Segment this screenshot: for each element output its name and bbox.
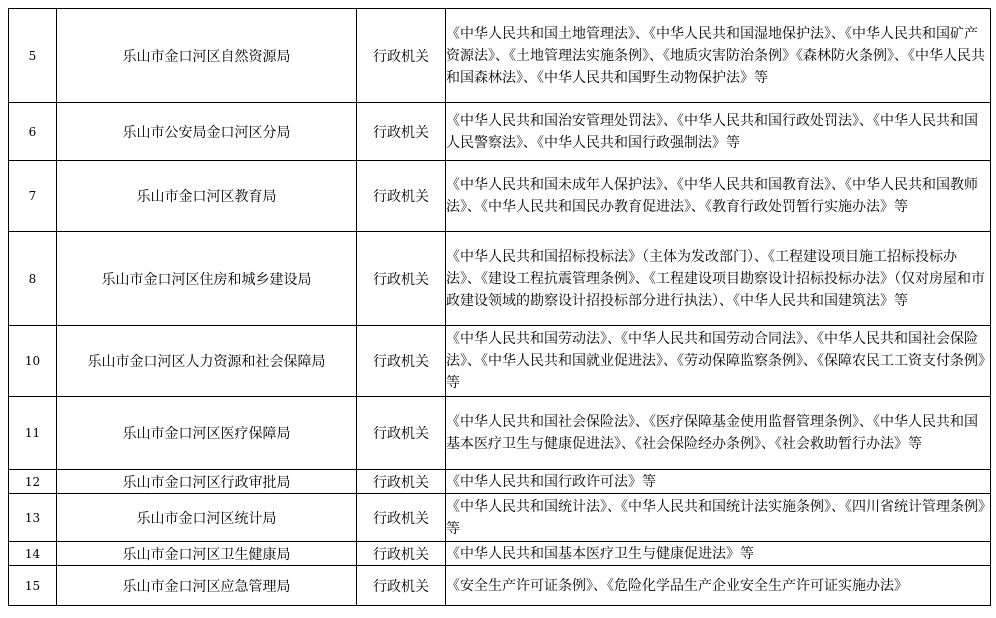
row-number: 11 (9, 397, 57, 470)
enforcement-laws: 《中华人民共和国治安管理处罚法》、《中华人民共和国行政处罚法》、《中华人民共和国人民警察法》、《中华人民共和国行政强制法》等 (446, 103, 991, 161)
agency-name: 乐山市金口河区住房和城乡建设局 (57, 232, 357, 326)
agency-type: 行政机关 (357, 470, 446, 494)
agency-name: 乐山市金口河区应急管理局 (57, 566, 357, 606)
table-row (9, 397, 991, 470)
row-number: 5 (9, 9, 57, 103)
row-number: 10 (9, 326, 57, 397)
enforcement-laws: 《中华人民共和国基本医疗卫生与健康促进法》等 (446, 542, 991, 566)
enforcement-laws: 《中华人民共和国土地管理法》、《中华人民共和国湿地保护法》、《中华人民共和国矿产资源法》、《土地管理法实施条例》、《地质灾害防治条例》《森林防火条例》、《中华人民共和国森林法》、《中华人民共和国野生动物保护法》等 (446, 9, 991, 103)
table-row (9, 232, 991, 326)
row-number: 15 (9, 566, 57, 606)
table-row (9, 9, 991, 103)
row-number: 8 (9, 232, 57, 326)
agency-name: 乐山市金口河区自然资源局 (57, 9, 357, 103)
agency-name: 乐山市金口河区行政审批局 (57, 470, 357, 494)
agency-type: 行政机关 (357, 397, 446, 470)
enforcement-laws: 《安全生产许可证条例》、《危险化学品生产企业安全生产许可证实施办法》 (446, 566, 991, 606)
agency-type: 行政机关 (357, 326, 446, 397)
table-row (9, 103, 991, 161)
table-row (9, 470, 991, 494)
enforcement-laws: 《中华人民共和国招标投标法》（主体为发改部门）、《工程建设项目施工招标投标办法》、《建设工程抗震管理条例》、《工程建设项目勘察设计招标投标办法》（仅对房屋和市政建设领域的勘察设计招投标部分进行执法）、《中华人民共和国建筑法》等 (446, 232, 991, 326)
agency-name: 乐山市金口河区卫生健康局 (57, 542, 357, 566)
agency-name: 乐山市金口河区人力资源和社会保障局 (57, 326, 357, 397)
table-row (9, 161, 991, 232)
agency-name: 乐山市金口河区统计局 (57, 494, 357, 542)
row-number: 7 (9, 161, 57, 232)
row-number: 6 (9, 103, 57, 161)
agency-name: 乐山市公安局金口河区分局 (57, 103, 357, 161)
agency-type: 行政机关 (357, 494, 446, 542)
agency-type: 行政机关 (357, 161, 446, 232)
agency-type: 行政机关 (357, 9, 446, 103)
enforcement-laws: 《中华人民共和国未成年人保护法》、《中华人民共和国教育法》、《中华人民共和国教师法》、《中华人民共和国民办教育促进法》、《教育行政处罚暂行实施办法》等 (446, 161, 991, 232)
agency-type: 行政机关 (357, 566, 446, 606)
table-row (9, 326, 991, 397)
row-number: 14 (9, 542, 57, 566)
agency-type: 行政机关 (357, 542, 446, 566)
law-enforcement-table (8, 8, 991, 606)
row-number: 13 (9, 494, 57, 542)
agency-name: 乐山市金口河区教育局 (57, 161, 357, 232)
enforcement-laws: 《中华人民共和国行政许可法》等 (446, 470, 991, 494)
enforcement-laws: 《中华人民共和国社会保险法》、《医疗保障基金使用监督管理条例》、《中华人民共和国基本医疗卫生与健康促进法》、《社会保险经办条例》、《社会救助暂行办法》等 (446, 397, 991, 470)
enforcement-laws: 《中华人民共和国统计法》、《中华人民共和国统计法实施条例》、《四川省统计管理条例》等 (446, 494, 991, 542)
table-row (9, 494, 991, 542)
agency-name: 乐山市金口河区医疗保障局 (57, 397, 357, 470)
agency-type: 行政机关 (357, 232, 446, 326)
agency-type: 行政机关 (357, 103, 446, 161)
table-row (9, 542, 991, 566)
row-number: 12 (9, 470, 57, 494)
enforcement-laws: 《中华人民共和国劳动法》、《中华人民共和国劳动合同法》、《中华人民共和国社会保险法》、《中华人民共和国就业促进法》、《劳动保障监察条例》、《保障农民工工资支付条例》等 (446, 326, 991, 397)
table-row (9, 566, 991, 606)
